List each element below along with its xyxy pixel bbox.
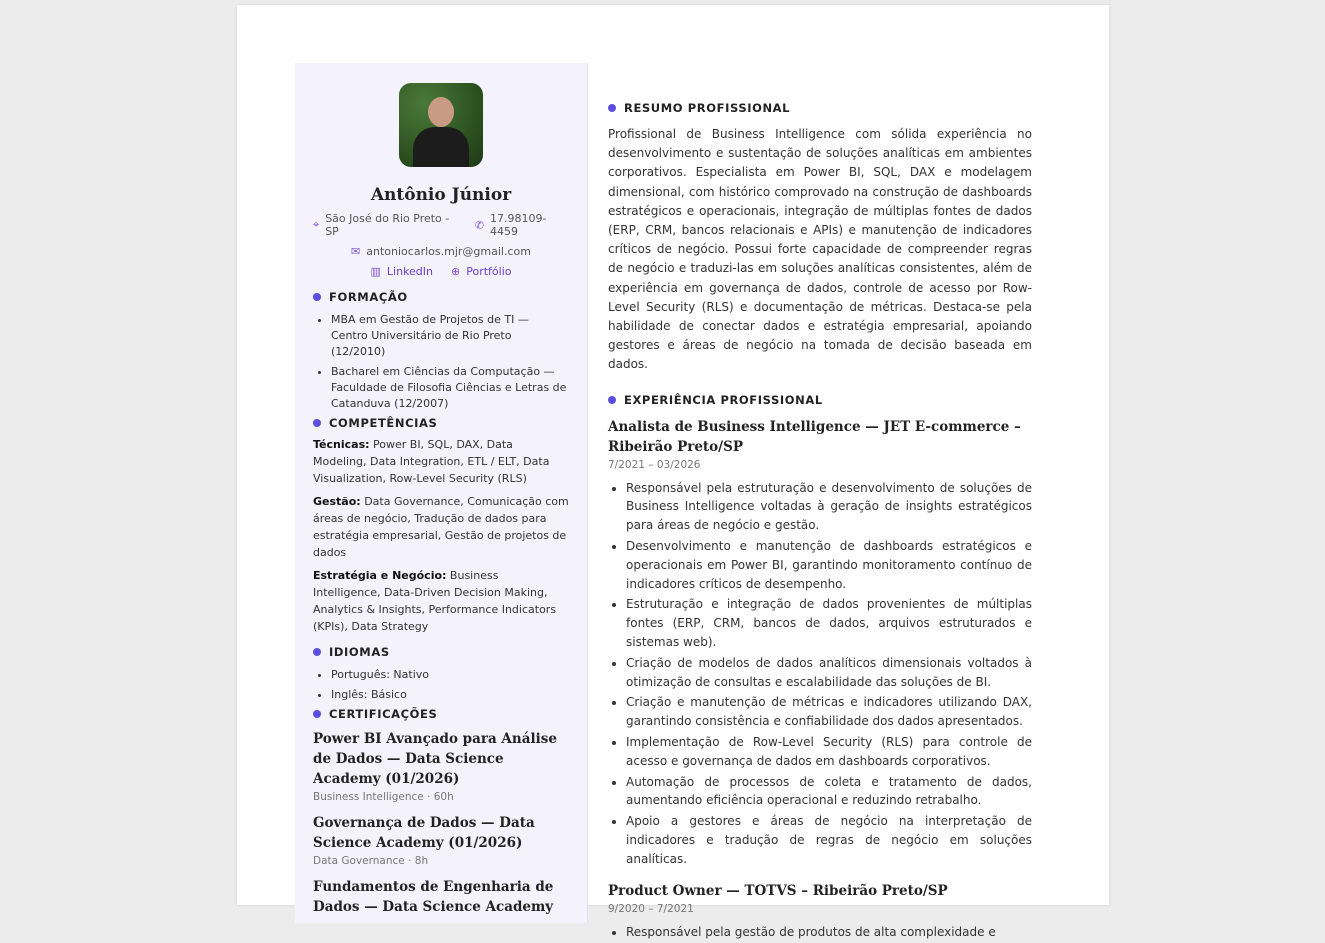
location-text: São José do Rio Preto - SP xyxy=(325,212,450,238)
phone-text: 17.98109-4459 xyxy=(490,212,547,238)
summary-heading: RESUMO PROFISSIONAL xyxy=(608,101,1032,115)
list-item: • Desenvolvimento e manutenção de dashboards estratégicos e operacionais em Power BI, garantindo monitoramento contínuo de indicadores críticos de desempenho. xyxy=(626,537,1032,593)
contact-row-location-phone xyxy=(313,212,569,238)
email-text: antoniocarlos.mjr@gmail.com xyxy=(366,245,531,258)
certifications-heading: CERTIFICAÇÕES xyxy=(313,707,569,721)
list-item: • Responsável pela gestão de produtos de alta complexidade e xyxy=(626,923,1032,942)
skills-group-technical: Técnicas: Power BI, SQL, DAX, Data Modeling, Data Integration, ETL / ELT, Data Visualization, Row-Level Security (RLS) xyxy=(313,438,550,485)
list-item: • Criação de modelos de dados analíticos dimensionais voltados à otimização de consultas e escalabilidade das soluções de BI. xyxy=(626,654,1032,692)
job-bullets xyxy=(608,923,1032,942)
mail-icon: ✉ xyxy=(351,245,361,258)
skills-heading: COMPETÊNCIAS xyxy=(313,416,569,430)
job-date: 9/2020 – 7/2021 xyxy=(608,902,694,915)
certification-title: Power BI Avançado para Análise de Dados — Data Science Academy (01/2026) xyxy=(313,731,557,787)
list-item: • Apoio a gestores e áreas de negócio na interpretação de indicadores e tradução de regras de negócio em soluções analíticas. xyxy=(626,812,1032,868)
languages-heading: IDIOMAS xyxy=(313,645,569,659)
certification-title: Governança de Dados — Data Science Academy (01/2026) xyxy=(313,815,535,851)
linkedin-icon: ▥ xyxy=(370,265,381,278)
job-title: Product Owner — TOTVS – Ribeirão Preto/SP xyxy=(608,882,948,899)
languages-list xyxy=(313,667,569,703)
certification-sub: Business Intelligence · 60h xyxy=(313,791,454,803)
list-item: • Criação e manutenção de métricas e indicadores utilizando DAX, garantindo consistência e confiabilidade dos dados apresentados. xyxy=(626,693,1032,731)
job-bullets xyxy=(608,479,1032,869)
skills-group-management: Gestão: Data Governance, Comunicação com áreas de negócio, Tradução de dados para estratégia empresarial, Gestão de projetos de dados xyxy=(313,495,569,559)
list-item: • Automação de processos de coleta e tratamento de dados, aumentando eficiência operacional e reduzindo retrabalho. xyxy=(626,773,1032,811)
phone-icon: ✆ xyxy=(474,218,485,232)
list-item: • Estruturação e integração de dados provenientes de múltiplas fontes (ERP, CRM, bancos de dados, arquivos estruturados e sistemas web). xyxy=(626,595,1032,651)
sidebar xyxy=(295,63,588,923)
portfolio-link[interactable]: Portfólio xyxy=(466,265,512,278)
skills-group-strategy: Estratégia e Negócio: Business Intelligence, Data-Driven Decision Making, Analytics & Insights, Performance Indicators (KPIs), Data Strategy xyxy=(313,569,557,633)
education-heading: FORMAÇÃO xyxy=(313,290,569,304)
contact-row-email xyxy=(313,245,569,258)
list-item: • Bacharel em Ciências da Computação — Faculdade de Filosofia Ciências e Letras de Catanduva (12/2007) xyxy=(331,364,569,412)
summary-text: Profissional de Business Intelligence com sólida experiência no desenvolvimento e sustentação de soluções analíticas em ambientes corporativos. Especialista em Power BI, SQL, DAX e modelagem dimensional, com histórico comprovado na construção de dashboards estratégicos e operacionais, integração de múltiplas fontes de dados (ERP, CRM, bancos relacionais e APIs) e manutenção de indicadores críticos de negócio. Possui forte capacidade de compreender regras de negócio e traduzi-las em soluções analíticas consistentes, além de experiência em governança de dados, controle de acesso por Row-Level Security (RLS) e documentação de métricas. Destaca-se pela habilidade de conectar dados e estratégia empresarial, apoiando gestores e áreas de negócio na tomada de decisão baseada em dados. xyxy=(608,127,1032,372)
resume-page xyxy=(237,5,1109,939)
bullet-dot-icon xyxy=(608,396,616,404)
experience-heading: EXPERIÊNCIA PROFISSIONAL xyxy=(608,393,1032,407)
bullet-dot-icon xyxy=(313,648,321,656)
contact-row-links xyxy=(313,265,569,278)
main-content xyxy=(608,101,1032,943)
globe-icon: ⊕ xyxy=(451,265,461,278)
certification-title: Fundamentos de Engenharia de Dados — Data Science Academy xyxy=(313,879,554,915)
list-item: • Implementação de Row-Level Security (RLS) para controle de acesso e governança de dados em dashboards corporativos. xyxy=(626,733,1032,771)
avatar xyxy=(399,83,483,167)
list-item: • Inglês: Básico xyxy=(331,687,569,703)
bullet-dot-icon xyxy=(313,419,321,427)
bullet-dot-icon xyxy=(608,104,616,112)
job-date: 7/2021 – 03/2026 xyxy=(608,458,701,471)
job-title: Analista de Business Intelligence — JET E-commerce – Ribeirão Preto/SP xyxy=(608,418,1021,455)
list-item: • Português: Nativo xyxy=(331,667,569,683)
list-item: • Responsável pela estruturação e desenvolvimento de soluções de Business Intelligence voltadas à geração de insights estratégicos para áreas de negócio e gestão. xyxy=(626,479,1032,535)
list-item: • MBA em Gestão de Projetos de TI — Centro Universitário de Rio Preto (12/2010) xyxy=(331,312,569,360)
certification-sub: Data Governance · 8h xyxy=(313,855,429,867)
location-pin-icon: ⌖ xyxy=(313,218,320,231)
bullet-dot-icon xyxy=(313,293,321,301)
linkedin-link[interactable]: LinkedIn xyxy=(386,265,434,278)
bullet-dot-icon xyxy=(313,710,321,718)
person-name: Antônio Júnior xyxy=(370,185,512,205)
education-list xyxy=(313,312,569,412)
